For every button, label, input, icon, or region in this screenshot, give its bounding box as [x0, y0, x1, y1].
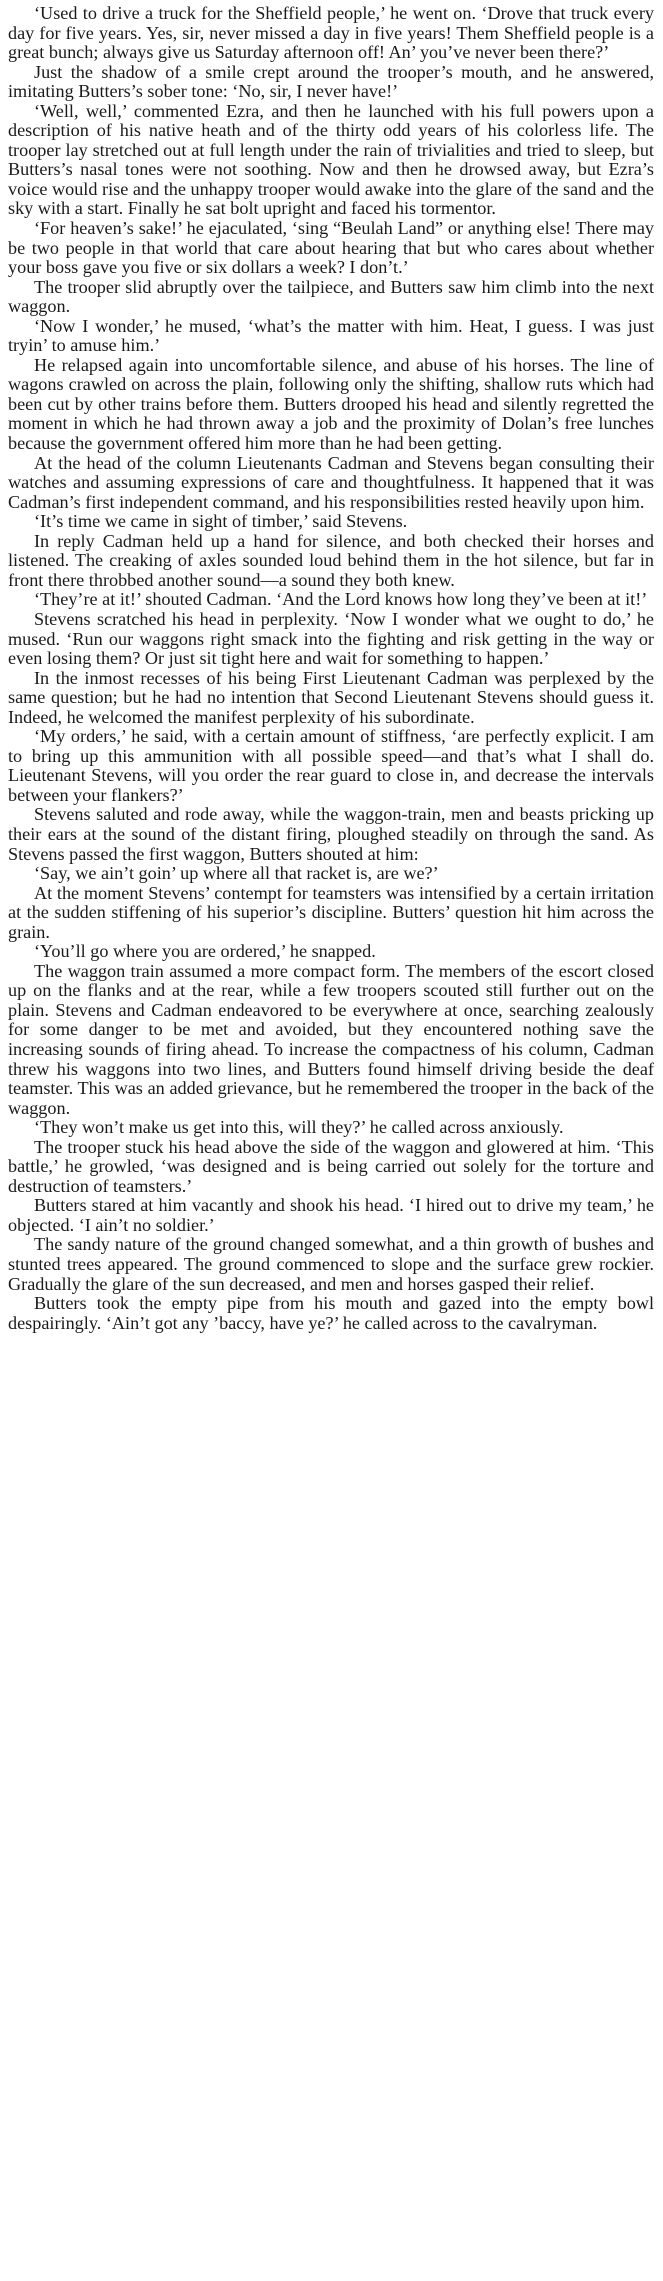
paragraph: ‘My orders,’ he said, with a certain amount of stiffness, ‘are perfectly explicit. I am to bring up this ammunition with all possible speed—and that’s what I shall do. Lieutenant Stevens, will you order the rear guard to close in, and decrease the intervals between your flankers?’: [8, 726, 654, 805]
paragraph: ‘Used to drive a truck for the Sheffield people,’ he went on. ‘Drove that truck every day for five years. Yes, sir, never missed a day in five years! Them Sheffield people is a great bunch; always give us Saturday afternoon off! An’ you’ve never been there?’: [8, 3, 654, 63]
paragraph: The trooper stuck his head above the side of the waggon and glowered at him. ‘This battle,’ he growled, ‘was designed and is being carried out solely for the torture and destruction of teamsters.’: [8, 1136, 654, 1196]
paragraph: ‘It’s time we came in sight of timber,’ said Stevens.: [34, 511, 408, 532]
paragraph: ‘For heaven’s sake!’ he ejaculated, ‘sing “Beulah Land” or anything else! There may be two people in that world that care about hearing that but who cares about whether your boss gave you five or six dollars a week? I don’t.’: [8, 218, 654, 278]
paragraph: At the moment Stevens’ contempt for teamsters was intensified by a certain irritation at the sudden stiffening of his superior’s discipline. Butters’ question hit him across the grain.: [8, 882, 654, 942]
paragraph: Butters stared at him vacantly and shook his head. ‘I hired out to drive my team,’ he objected. ‘I ain’t no soldier.’: [8, 1195, 654, 1235]
paragraph: ‘Now I wonder,’ he mused, ‘what’s the matter with him. Heat, I guess. I was just tryin’ to amuse him.’: [8, 315, 654, 356]
paragraph: The trooper slid abruptly over the tailpiece, and Butters saw him climb into the next waggon.: [8, 276, 654, 317]
paragraph: In reply Cadman held up a hand for silence, and both checked their horses and listened. The creaking of axles sounded loud behind them in the hot silence, but far in front there throbbed another sound—a sound they both knew.: [8, 530, 654, 590]
paragraph: Stevens saluted and rode away, while the waggon-train, men and beasts pricking up their ears at the sound of the distant firing, ploughed steadily on through the sand. As Stevens passed the first waggon, Butters shouted at him:: [8, 804, 654, 864]
paragraph: Stevens scratched his head in perplexity. ‘Now I wonder what we ought to do,’ he mused. ‘Run our waggons right smack into the fighting and risk getting in the way or even losing them? Or just sit tight here and wait for something to happen.’: [8, 608, 654, 669]
paragraph: Just the shadow of a smile crept around the trooper’s mouth, and he answered, imitating Butters’s sober tone: ‘No, sir, I never have!’: [8, 61, 654, 102]
paragraph: In the inmost recesses of his being First Lieutenant Cadman was perplexed by the same question; but he had no intention that Second Lieutenant Stevens should guess it. Indeed, he welcomed the manifest perplexity of his subordinate.: [8, 667, 654, 727]
paragraph: At the head of the column Lieutenants Cadman and Stevens began consulting their watches and assuming expressions of care and thoughtfulness. It happened that it was Cadman’s first independent command, and his responsibilities rested heavily upon him.: [8, 452, 654, 512]
paragraph: Butters took the empty pipe from his mouth and gazed into the empty bowl despairingly. ‘Ain’t got any ’baccy, have ye?’ he called across to the cavalryman.: [8, 1293, 654, 1333]
paragraph: He relapsed again into uncomfortable silence, and abuse of his horses. The line of wagons crawled on across the plain, following only the shifting, shallow ruts which had been cut by other trains before them. Butters drooped his head and silently regretted the moment in which he had thrown away a job and the proximity of Dolan’s free lunches because the government offered him more than he had been getting.: [8, 354, 654, 454]
paragraph: ‘They won’t make us get into this, will they?’ he called across anxiously.: [34, 1117, 564, 1138]
article-column: [8, 4, 654, 1333]
paragraph: ‘You’ll go where you are ordered,’ he snapped.: [34, 941, 376, 962]
paragraph: ‘Well, well,’ commented Ezra, and then he launched with his full powers upon a description of his native heath and of the thirty odd years of his colorless life. The trooper lay stretched out at full length under the rain of trivialities and tried to sleep, but Butters’s nasal tones were not soothing. Now and then he drowsed away, but Ezra’s voice would rise and the unhappy trooper would awake into the glare of the sand and the sky with a start. Finally he sat bolt upright and faced his tormentor.: [8, 100, 654, 219]
paragraph: ‘Say, we ain’t goin’ up where all that racket is, are we?’: [34, 863, 439, 884]
paragraph: The waggon train assumed a more compact form. The members of the escort closed up on the flanks and at the rear, while a few troopers scouted still further out on the plain. Stevens and Cadman endeavored to be everywhere at once, searching zealously for some danger to be met and avoided, but they encountered nothing save the increasing sounds of firing ahead. To increase the compactness of his column, Cadman threw his waggons into two lines, and Butters found himself driving beside the deaf teamster. This was an added grievance, but he remembered the trooper in the back of the waggon.: [8, 960, 654, 1118]
paragraph: The sandy nature of the ground changed somewhat, and a thin growth of bushes and stunted trees appeared. The ground commenced to slope and the surface grew rockier. Gradually the glare of the sun decreased, and men and horses gasped their relief.: [8, 1234, 654, 1294]
paragraph: ‘They’re at it!’ shouted Cadman. ‘And the Lord knows how long they’ve been at it!’: [34, 589, 648, 610]
